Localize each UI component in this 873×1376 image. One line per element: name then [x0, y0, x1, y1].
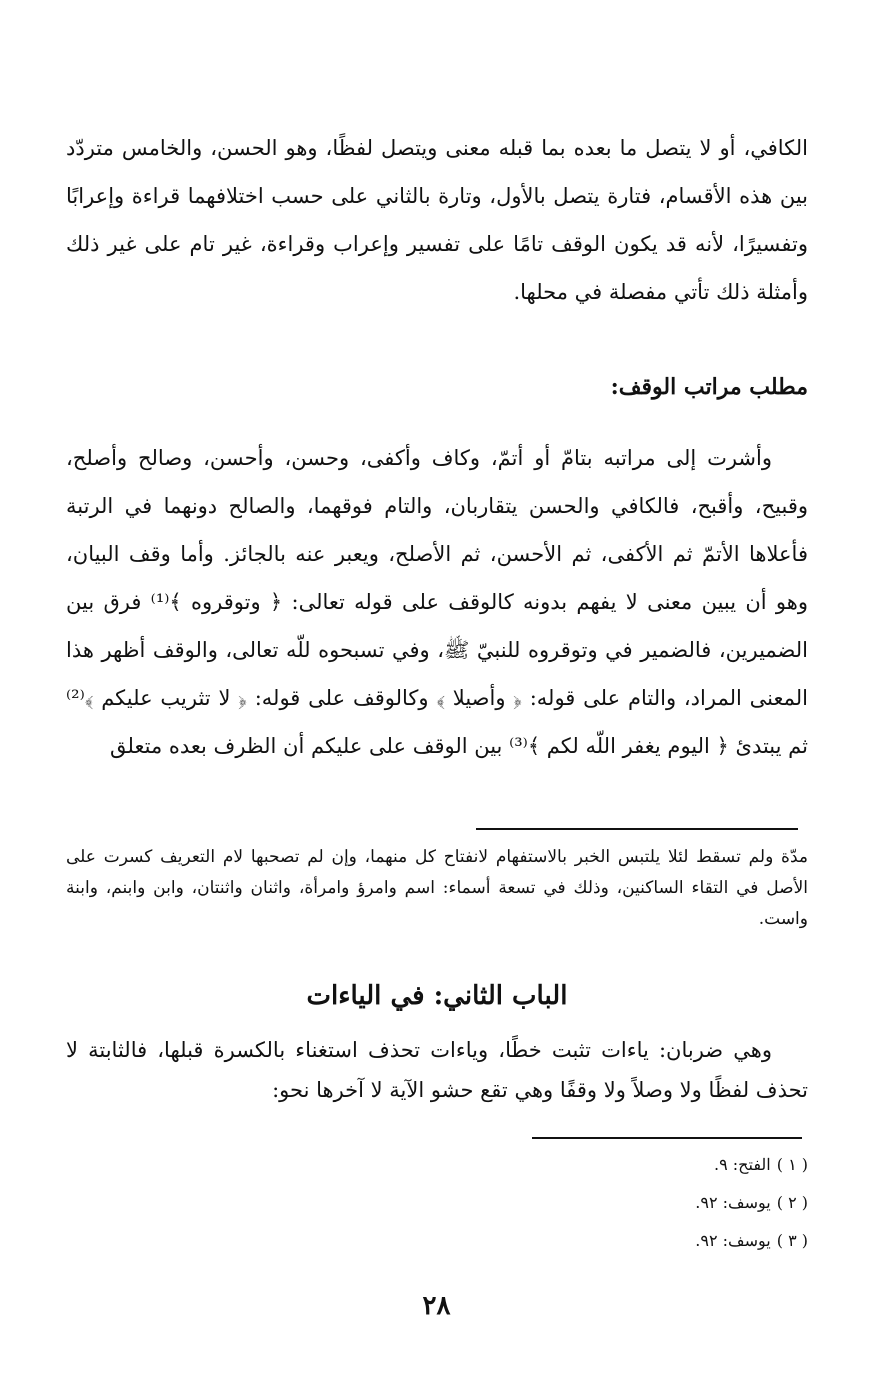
- page-number: ٢٨: [422, 1291, 451, 1321]
- ranks-paragraph: وأشرت إلى مراتبه بتامّ أو أتمّ، وكاف وأكفى، وحسن، وأحسن، وصالح وأصلح، وقبيح، وأقبح، فالكافي والحسن يتقاربان، والتام فوقهما، والصالح دونهما في الرتبة فأعلاها الأتمّ ثم الأكفى، ثم الأحسن، ثم الأصلح، ويعبر عنه بالجائز. وأما وقف البيان، وهو أن يبين معنى لا يفهم بدونه كالوقف على قوله تعالى: ﴿ وتوقروه ﴾⁽¹⁾ فرق بين الضميرين، فالضمير في وتوقروه للنبيّ ﷺ، وفي تسبحوه للّه تعالى، والوقف أظهر هذا المعنى المراد، والتام على قوله: ﴿ وأصيلا ﴾ وكالوقف على قوله: ﴿ لا تثريب عليكم ﴾⁽²⁾ ثم يبتدئ ﴿ اليوم يغفر اللّه لكم ﴾⁽³⁾ بين الوقف على عليكم أن الظرف بعده متعلق: [66, 446, 808, 758]
- margin-note-text: مدّة ولم تسقط لئلا يلتبس الخبر بالاستفهام لانفتاح كل منهما، وإن لم تصحبها لام التعريف كسرت على الأصل في التقاء الساكنين، وذلك في تسعة أسماء: اسم وامرؤ وامرأة، واثنان واثنتان، وابن وابنم، وابنة واست.: [66, 847, 808, 929]
- section-heading: مطلب مراتب الوقف:: [610, 374, 808, 400]
- chapter-paragraph: وهي ضربان: ياءات تثبت خطًا، وياءات تحذف استغناء بالكسرة قبلها، فالثابتة لا تحذف لفظًا ولا وصلاً ولا وقفًا وهي تقع حشو الآية لا آخرها نحو:: [66, 1038, 808, 1102]
- ranks-heading-wrap: [66, 374, 808, 400]
- footnote-item: [66, 1222, 808, 1260]
- footnote-item: [66, 1184, 808, 1222]
- footnote-divider: [532, 1137, 802, 1139]
- footnote-text: يوسف: ٩٢.: [695, 1231, 771, 1250]
- footnotes: [66, 1146, 808, 1260]
- footnote-number: ( ١ ): [776, 1155, 808, 1174]
- note-divider: [476, 828, 798, 830]
- footnote-text: يوسف: ٩٢.: [695, 1193, 771, 1212]
- margin-note: [66, 842, 808, 935]
- ranks-section: [66, 434, 808, 770]
- footnote-item: [66, 1146, 808, 1184]
- footnote-list: [66, 1146, 808, 1260]
- footnote-number: ( ٣ ): [776, 1231, 808, 1250]
- chapter-heading: الباب الثاني: في الياءات: [306, 981, 568, 1011]
- footnote-number: ( ٢ ): [776, 1193, 808, 1212]
- chapter-section: [66, 1030, 808, 1110]
- intro-section: [66, 124, 808, 316]
- intro-paragraph: الكافي، أو لا يتصل ما بعده بما قبله معنى ويتصل لفظًا، وهو الحسن، والخامس متردّد بين هذه الأقسام، فتارة يتصل بالأول، وتارة بالثاني على حسب اختلافهما قراءة وإعرابًا وتفسيرًا، لأنه قد يكون الوقف تامًا على تفسير وإعراب وقراءة، غير تام على غير ذلك وأمثلة ذلك تأتي مفصلة في محلها.: [66, 136, 808, 304]
- footnote-text: الفتح: ٩.: [714, 1155, 771, 1174]
